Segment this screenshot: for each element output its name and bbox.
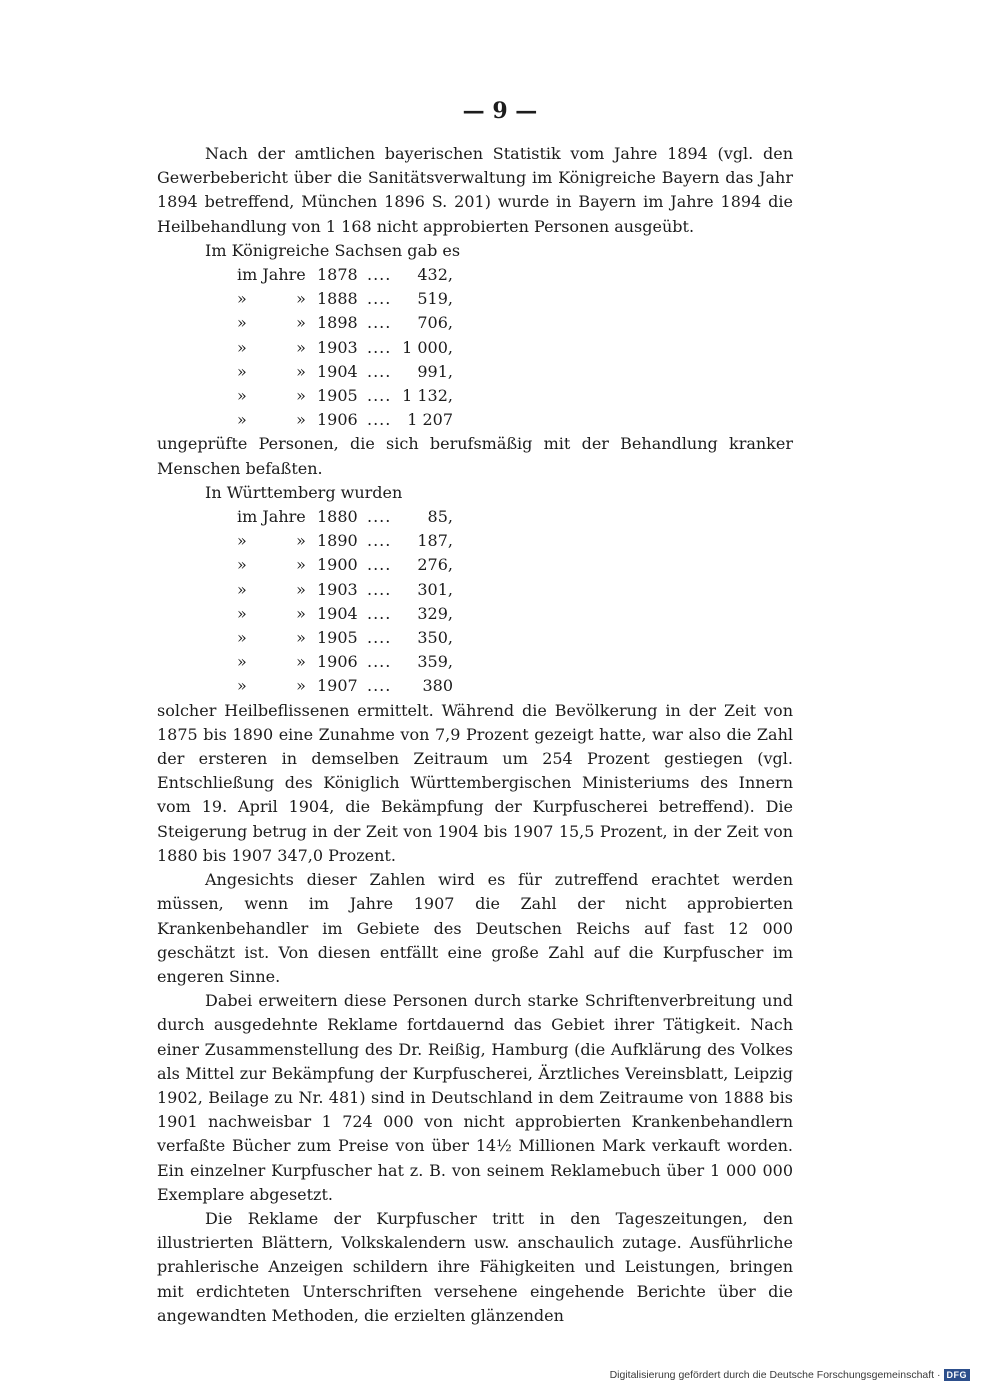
leader-dots: .... [367, 361, 392, 381]
leader-dots: .... [367, 313, 392, 333]
year-cell: 1903 [317, 337, 358, 357]
ditto-mark: » [237, 652, 247, 672]
leader-dots: .... [367, 555, 392, 575]
table-row [237, 553, 453, 577]
value-cell: 187, [417, 531, 453, 551]
leader-dots: .... [367, 410, 392, 430]
paragraph-book-distribution: Dabei erweitern diese Personen durch starke Schriftenverbreitung und durch ausgedehnte Reklame fortdauernd das Gebiet ihrer Tätigkeit. Nach einer Zusammenstellung des Dr. Reißig, Hamburg (die Aufklärung des Volkes als Mittel zur Bekämpfung der Kurpfuscherei, Ärztliches Vereinsblatt, Leipzig 1902, Beilage zu Nr. 481) sind in Deutschland in dem Zeitraume von 1888 bis 1901 nachweisbar 1 724 000 von nicht approbierten Krankenbehandlern verfaßte Bücher zum Preise von über 14½ Millionen Mark verkauft worden. Ein einzelner Kurpfuscher hat z. B. von seinem Reklamebuch über 1 000 000 Exemplare abgesetzt. [157, 991, 793, 1204]
leader-dots: .... [367, 579, 392, 599]
leader-dots: .... [367, 386, 392, 406]
ditto-mark: » [237, 628, 247, 648]
paragraph-reich-estimate: Angesichts dieser Zahlen wird es für zutreffend erachtet werden müssen, wenn im Jahre 1907 die Zahl der nicht approbierten Krankenbehandler im Gebiete des Deutschen Reichs auf fast 12 000 geschätzt ist. Von diesen entfällt eine große Zahl auf die Kurpfuscher im engeren Sinne. [157, 870, 793, 986]
row-label: im Jahre [237, 507, 306, 527]
value-cell: 432, [417, 265, 453, 285]
table-row [237, 336, 453, 360]
year-cell: 1906 [317, 652, 358, 672]
paragraph-saxony-conclusion: ungeprüfte Personen, die sich berufsmäßig mit der Behandlung kranker Menschen befaßten. [157, 434, 793, 478]
ditto-mark: » [296, 531, 306, 551]
table-row [237, 505, 453, 529]
table-row [237, 408, 453, 432]
ditto-mark: » [237, 361, 247, 381]
ditto-mark: » [237, 289, 247, 309]
table-row [237, 287, 453, 311]
table-row [237, 602, 453, 626]
value-cell: 276, [417, 555, 453, 575]
year-cell: 1904 [317, 361, 358, 381]
year-cell: 1907 [317, 676, 358, 696]
body-text [157, 142, 793, 1328]
ditto-mark: » [296, 337, 306, 357]
table-row [237, 578, 453, 602]
ditto-mark: » [296, 410, 306, 430]
leader-dots: .... [367, 531, 392, 551]
value-cell: 991, [417, 361, 453, 381]
value-cell: 1 132, [402, 386, 453, 406]
year-cell: 1905 [317, 628, 358, 648]
year-cell: 1904 [317, 603, 358, 623]
leader-dots: .... [367, 628, 392, 648]
footer-credit-text: Digitalisierung gefördert durch die Deutsche Forschungsgemeinschaft · [609, 1369, 941, 1381]
ditto-mark: » [296, 555, 306, 575]
value-cell: 1 000, [402, 337, 453, 357]
table-saxony [237, 263, 453, 432]
ditto-mark: » [296, 361, 306, 381]
dfg-logo-icon: DFG [944, 1369, 971, 1381]
table-row [237, 263, 453, 287]
footer-credit [610, 1369, 970, 1381]
value-cell: 706, [417, 313, 453, 333]
intro-wuerttemberg: In Württemberg wurden [205, 482, 403, 502]
year-cell: 1903 [317, 579, 358, 599]
ditto-mark: » [296, 652, 306, 672]
ditto-mark: » [237, 603, 247, 623]
table-row [237, 384, 453, 408]
year-cell: 1890 [317, 531, 358, 551]
value-cell: 1 207 [407, 410, 453, 430]
leader-dots: .... [367, 676, 392, 696]
leader-dots: .... [367, 265, 392, 285]
value-cell: 350, [417, 628, 453, 648]
value-cell: 380 [422, 676, 453, 696]
row-label: im Jahre [237, 265, 306, 285]
value-cell: 301, [417, 579, 453, 599]
table-row [237, 360, 453, 384]
intro-saxony: Im Königreiche Sachsen gab es [205, 240, 461, 260]
page-number: — 9 — [462, 98, 538, 124]
ditto-mark: » [237, 531, 247, 551]
table-row [237, 674, 453, 698]
year-cell: 1880 [317, 507, 358, 527]
leader-dots: .... [367, 603, 392, 623]
ditto-mark: » [296, 579, 306, 599]
table-row [237, 650, 453, 674]
leader-dots: .... [367, 289, 392, 309]
value-cell: 85, [427, 507, 453, 527]
ditto-mark: » [237, 337, 247, 357]
ditto-mark: » [296, 603, 306, 623]
value-cell: 519, [417, 289, 453, 309]
table-row [237, 311, 453, 335]
year-cell: 1878 [317, 265, 358, 285]
paragraph-bavaria: Nach der amtlichen bayerischen Statistik vom Jahre 1894 (vgl. den Gewerbebericht über die Sanitätsverwaltung im Königreiche Bayern das Jahr 1894 betreffend, München 1896 S. 201) wurde in Bayern im Jahre 1894 die Heilbehandlung von 1 168 nicht approbierten Personen ausgeübt. [157, 144, 793, 236]
leader-dots: .... [367, 652, 392, 672]
value-cell: 359, [417, 652, 453, 672]
paragraph-wuerttemberg-growth: solcher Heilbeflissenen ermittelt. Während die Bevölkerung in der Zeit von 1875 bis 1890 eine Zunahme von 7,9 Prozent gezeigt hatte, war also die Zahl der ersteren in demselben Zeitraum um 254 Prozent gestiegen (vgl. Entschließung des Königlich Württembergischen Ministeriums des Innern vom 19. April 1904, die Bekämpfung der Kurpfuscherei betreffend). Die Steigerung betrug in der Zeit von 1904 bis 1907 15,5 Prozent, in der Zeit von 1880 bis 1907 347,0 Prozent. [157, 700, 793, 865]
ditto-mark: » [237, 676, 247, 696]
table-row [237, 626, 453, 650]
ditto-mark: » [296, 628, 306, 648]
leader-dots: .... [367, 337, 392, 357]
ditto-mark: » [296, 676, 306, 696]
year-cell: 1905 [317, 386, 358, 406]
paragraph-advertising: Die Reklame der Kurpfuscher tritt in den Tageszeitungen, den illustrierten Blättern, Volkskalendern usw. anschaulich zutage. Ausführliche prahlerische Anzeigen schildern ihre Fähigkeiten und Leistungen, bringen mit erdichteten Unterschriften versehene eingehende Berichte über die angewandten Methoden, die erzielten glänzenden [157, 1208, 793, 1325]
ditto-mark: » [237, 313, 247, 333]
ditto-mark: » [237, 410, 247, 430]
ditto-mark: » [296, 313, 306, 333]
ditto-mark: » [237, 579, 247, 599]
value-cell: 329, [417, 603, 453, 623]
table-wuerttemberg [237, 505, 453, 699]
ditto-mark: » [296, 386, 306, 406]
year-cell: 1906 [317, 410, 358, 430]
ditto-mark: » [237, 555, 247, 575]
year-cell: 1888 [317, 289, 358, 309]
year-cell: 1900 [317, 555, 358, 575]
ditto-mark: » [296, 289, 306, 309]
ditto-mark: » [237, 386, 247, 406]
table-row [237, 529, 453, 553]
leader-dots: .... [367, 507, 392, 527]
year-cell: 1898 [317, 313, 358, 333]
